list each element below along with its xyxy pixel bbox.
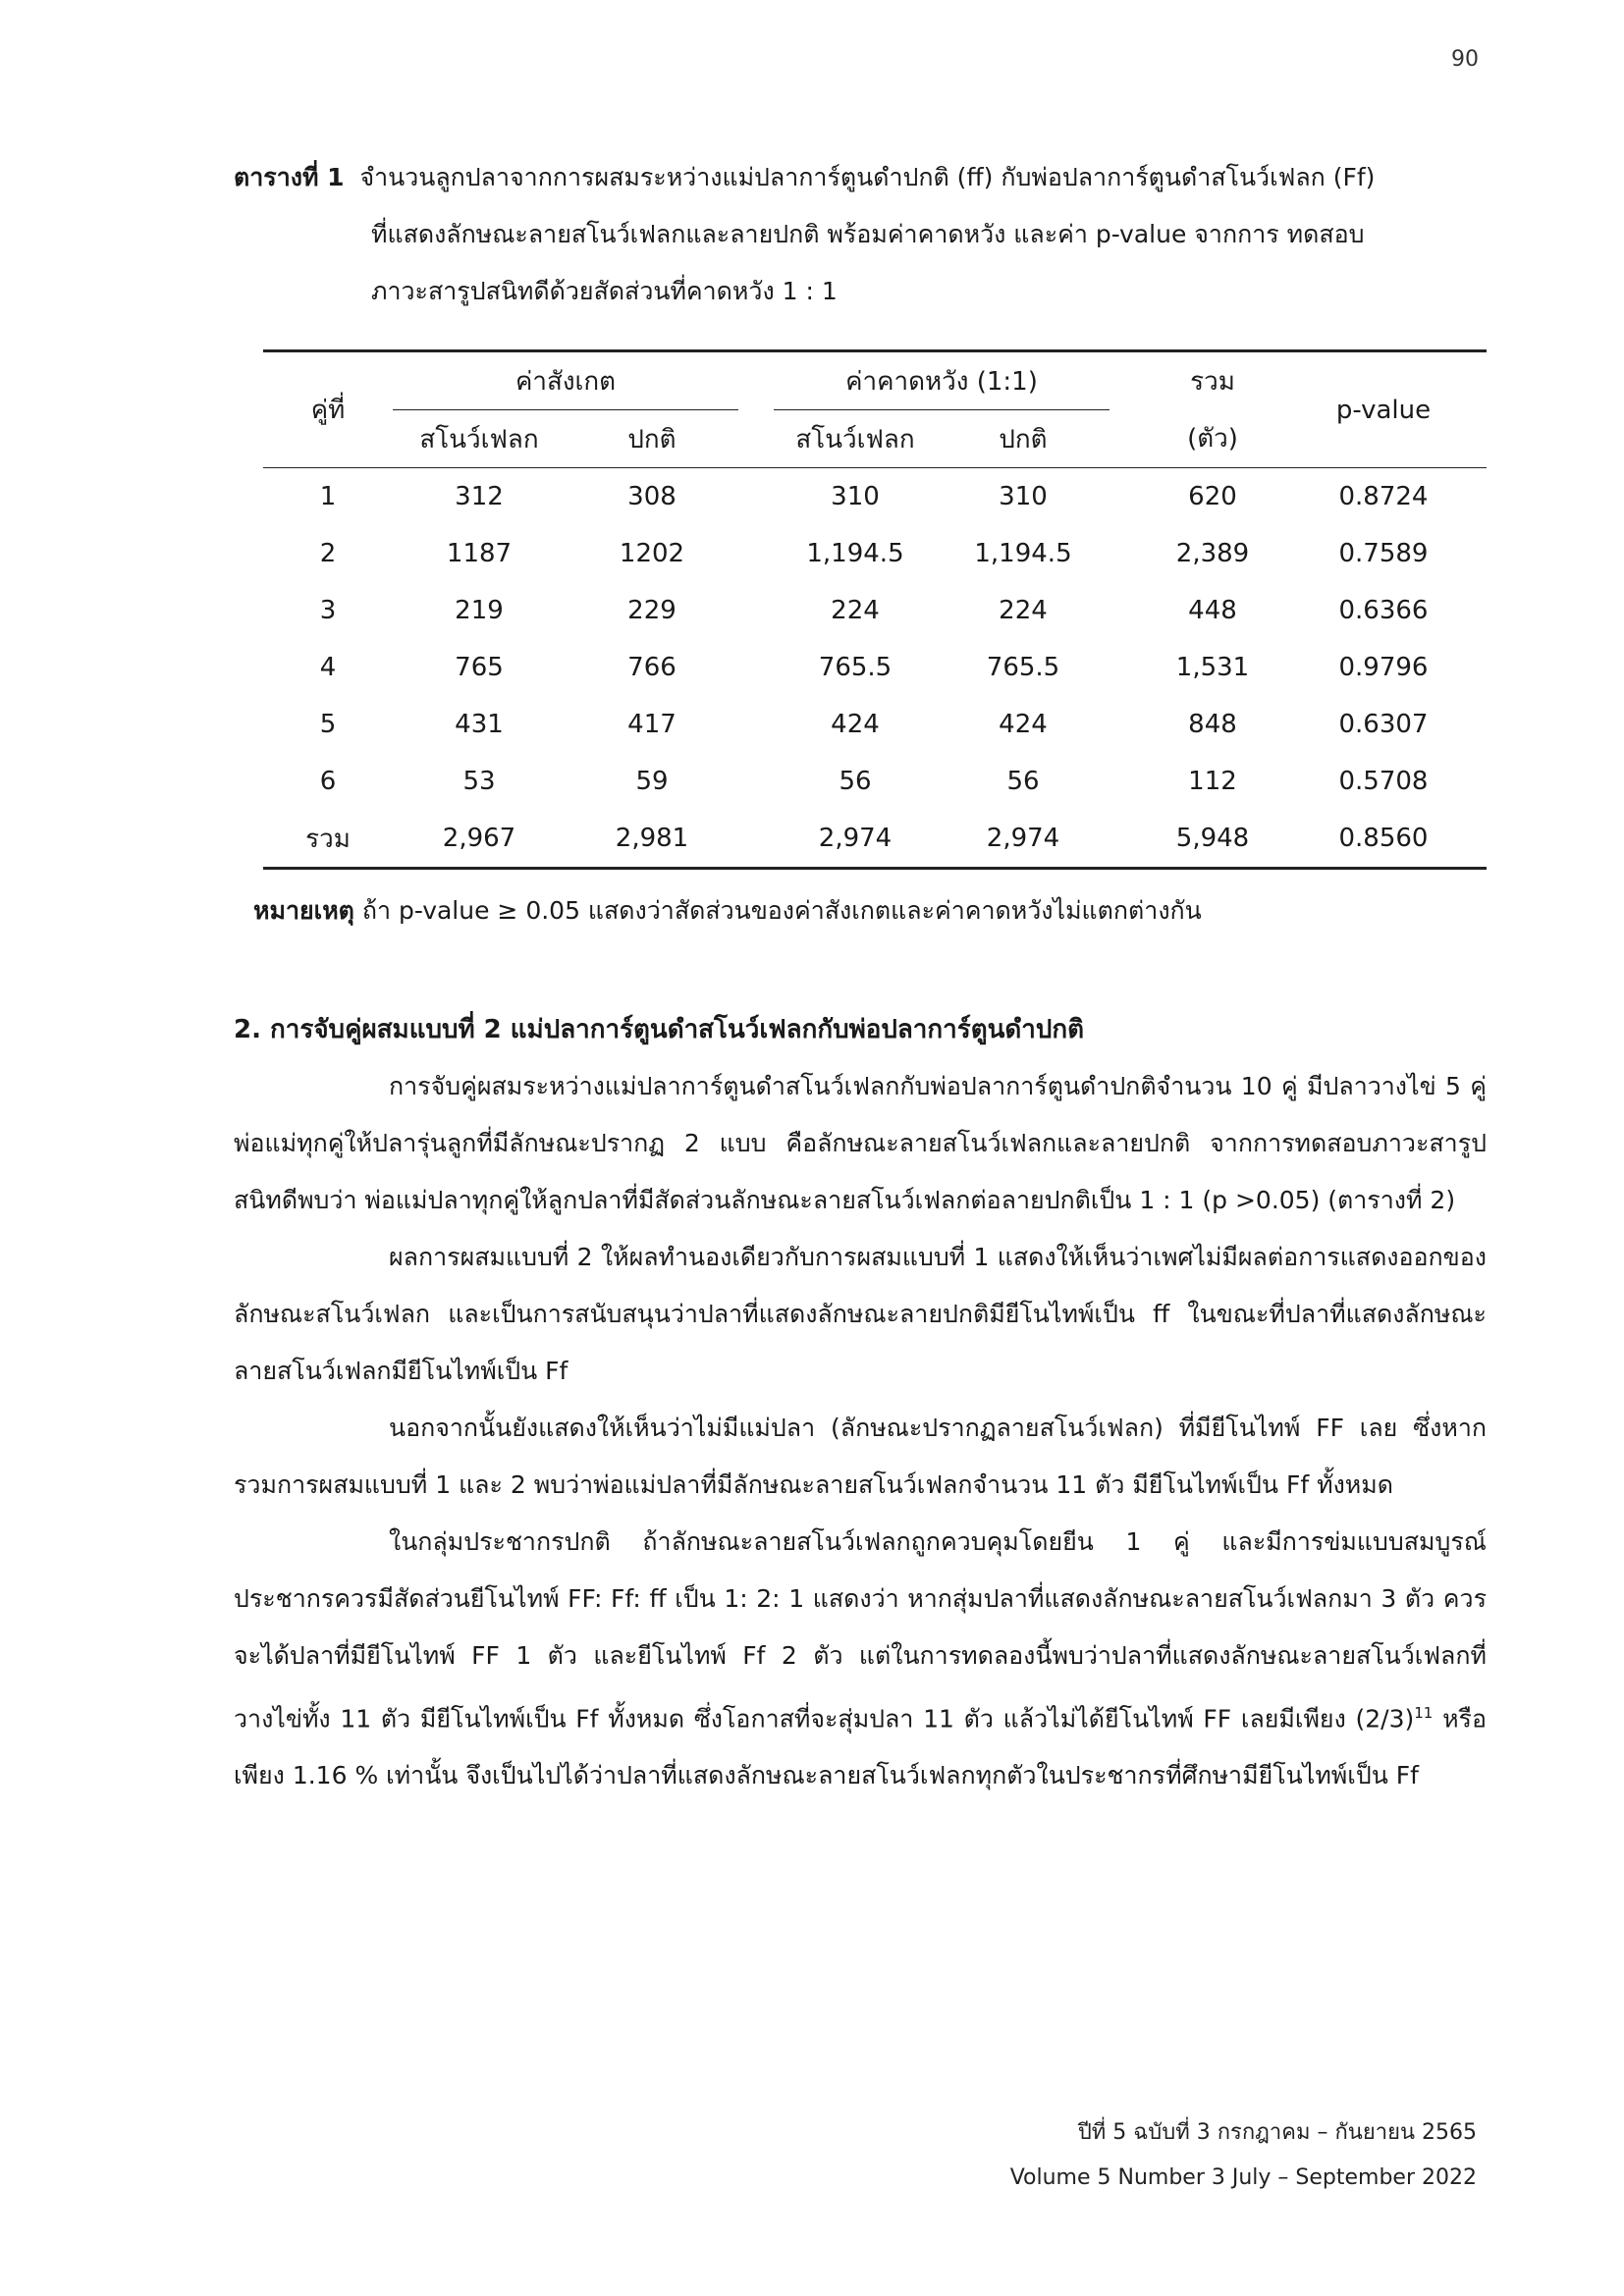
table-row [263,753,1487,810]
table-cell: 4 [319,653,337,682]
paragraph-3: นอกจากนั้นยังแสดงให้เห็นว่าไม่มีแม่ปลา (ลักษณะปรากฏลายสโนว์เฟลก) ที่มียีโนไทพ์ FF เลย ซึ่งหากรวมการผสมแบบที่ 1 และ 2 พบว่าพ่อแม่ปลาที่มีลักษณะลายสโนว์เฟลกจำนวน 11 ตัว มียีโนไทพ์เป็น Ff ทั้งหมด [234,1414,1487,1499]
table-row [263,582,1487,639]
table-cell: 308 [627,482,677,511]
header-total-unit: (ตัว) [1145,410,1280,468]
table-cell: 2 [319,539,337,568]
subheader-snowflake-expected: สโนว์เฟลก [774,410,937,468]
header-pvalue: p-value [1280,351,1487,468]
section-2 [234,1005,1487,1804]
table-cell: 56 [839,767,872,796]
table-row [263,696,1487,753]
table-cell: 1187 [446,539,513,568]
header-total: รวม [1190,366,1235,397]
table-caption [234,149,1487,320]
table-cell: 424 [831,710,880,739]
footer-thai: ปีที่ 5 ฉบับที่ 3 กรกฎาคม – กันยายน 2565 [1077,2120,1477,2145]
paragraph-2: ผลการผสมแบบที่ 2 ให้ผลทำนองเดียวกับการผสมแบบที่ 1 แสดงให้เห็นว่าเพศไม่มีผลต่อการแสดงออกของลักษณะสโนว์เฟลก และเป็นการสนับสนุนว่าปลาที่แสดงลักษณะลายปกติมียีโนไทพ์เป็น ff ในขณะที่ปลาที่แสดงลักษณะลายสโนว์เฟลกมียีโนไทพ์เป็น Ff [234,1243,1487,1385]
table-cell: 1,194.5 [974,539,1072,568]
subheader-normal-expected: ปกติ [937,410,1110,468]
table-cell: 620 [1188,482,1237,511]
note-label: หมายเหตุ [253,896,354,925]
table-cell: 0.8560 [1338,824,1429,853]
table-cell: 448 [1188,596,1237,625]
footer-english: Volume 5 Number 3 July – September 2022 [1009,2165,1477,2190]
table-cell: 56 [1006,767,1040,796]
table-cell: 424 [999,710,1048,739]
superscript: 11 [1414,1704,1434,1722]
header-observed: ค่าสังเกต [393,351,738,410]
caption-line-2: ที่แสดงลักษณะลายสโนว์เฟลกและลายปกติ พร้อมค่าคาดหวัง และค่า p-value จากการ ทดสอบ [371,220,1365,248]
table-cell: 2,974 [986,824,1060,853]
table-cell: รวม [305,824,351,854]
paragraph-4: ในกลุ่มประชากรปกติ ถ้าลักษณะลายสโนว์เฟลกถูกควบคุมโดยยีน 1 คู่ และมีการข่มแบบสมบูรณ์ ประชากรควรมีสัดส่วนยีโนไทพ์ FF: Ff: ff เป็น 1: 2: 1 แสดงว่า หากสุ่มปลาที่แสดงลักษณะลายสโนว์เฟลกมา 3 ตัว ควรจะได้ปลาที่มียีโนไทพ์ FF 1 ตัว และยีโนไทพ์ Ff 2 ตัว แต่ในการทดลองนี้พบว่าปลาที่แสดงลักษณะลายสโนว์เฟลกที่วางไข่ทั้ง 11 ตัว มียีโนไทพ์เป็น Ff ทั้งหมด ซึ่งโอกาสที่จะสุ่มปลา 11 ตัว แล้วไม่ได้ยีโนไทพ์ FF เลยมีเพียง $(2/3)^{11}$ หรือเพียง 1.16 % เท่านั้น จึงเป็นไปได้ว่าปลาที่แสดงลักษณะลายสโนว์เฟลกทุกตัวในประชากรที่ศึกษามียีโนไทพ์เป็น Ff [234,1527,1487,1790]
note-text: ถ้า p-value ≥ 0.05 แสดงว่าสัดส่วนของค่าสังเกตและค่าคาดหวังไม่แตกต่างกัน [353,896,1202,925]
paragraph-1: การจับคู่ผสมระหว่างแม่ปลาการ์ตูนดำสโนว์เฟลกกับพ่อปลาการ์ตูนดำปกติจำนวน 10 คู่ มีปลาวางไข่ 5 คู่ พ่อแม่ทุกคู่ให้ปลารุ่นลูกที่มีลักษณะปรากฏ 2 แบบ คือลักษณะลายสโนว์เฟลกและลายปกติ จากการทดสอบภาวะสารูปสนิทดีพบว่า พ่อแม่ปลาทุกคู่ให้ลูกปลาที่มีสัดส่วนลักษณะลายสโนว์เฟลกต่อลายปกติเป็น 1 : 1 (p >0.05) (ตารางที่ 2) [234,1072,1487,1214]
table-cell: 0.8724 [1338,482,1429,511]
table-cell: 310 [831,482,880,511]
table-row [263,810,1487,869]
table-row [263,525,1487,582]
data-table [263,349,1487,870]
caption-line-3: ภาวะสารูปสนิทดีด้วยสัดส่วนที่คาดหวัง 1 : 1 [371,277,838,305]
table-cell: 766 [627,653,677,682]
table-cell: 6 [319,767,337,796]
subheader-normal-observed: ปกติ [566,410,738,468]
table-cell: 224 [831,596,880,625]
table-cell: 219 [455,596,504,625]
table-cell: 0.7589 [1338,539,1429,568]
table-cell: 2,981 [615,824,689,853]
table-cell: 2,967 [442,824,516,853]
table-row [263,468,1487,526]
table-cell: 765.5 [986,653,1060,682]
footer [1010,2110,1477,2201]
table-cell: 229 [627,596,677,625]
table-cell: 5 [319,710,337,739]
table-cell: 0.9796 [1338,653,1429,682]
table-cell: 224 [999,596,1048,625]
header-expected: ค่าคาดหวัง (1:1) [774,351,1110,410]
table-row [263,639,1487,696]
table-cell: 3 [319,596,337,625]
table-cell: 5,948 [1175,824,1250,853]
table-cell: 765 [455,653,504,682]
table-note [253,891,1202,931]
table-cell: 431 [455,710,504,739]
header-pair: คู่ที่ [263,351,393,468]
table-cell: 0.6307 [1338,710,1429,739]
table-cell: 765.5 [818,653,893,682]
section-heading: 2. การจับคู่ผสมแบบที่ 2 แม่ปลาการ์ตูนดำสโนว์เฟลกกับพ่อปลาการ์ตูนดำปกติ [234,1015,1084,1044]
table-cell: 0.5708 [1338,767,1429,796]
table-cell: 1202 [619,539,685,568]
table-cell: 1,531 [1175,653,1250,682]
table-cell: 417 [627,710,677,739]
table-cell: 59 [635,767,669,796]
caption-label: ตารางที่ 1 [234,163,345,191]
caption-line-1: จำนวนลูกปลาจากการผสมระหว่างแม่ปลาการ์ตูนดำปกติ (ff) กับพ่อปลาการ์ตูนดำสโนว์เฟลก (Ff) [359,163,1376,191]
table-cell: 2,974 [818,824,893,853]
table-cell: 2,389 [1175,539,1250,568]
table-cell: 310 [999,482,1048,511]
page-number: 90 [1451,47,1479,72]
table-cell: 312 [455,482,504,511]
table-cell: 53 [462,767,496,796]
table-cell: 0.6366 [1338,596,1429,625]
table-cell: 848 [1188,710,1237,739]
table-cell: 112 [1188,767,1237,796]
table-cell: 1,194.5 [806,539,904,568]
subheader-snowflake-observed: สโนว์เฟลก [393,410,566,468]
table-cell: 1 [319,482,337,511]
